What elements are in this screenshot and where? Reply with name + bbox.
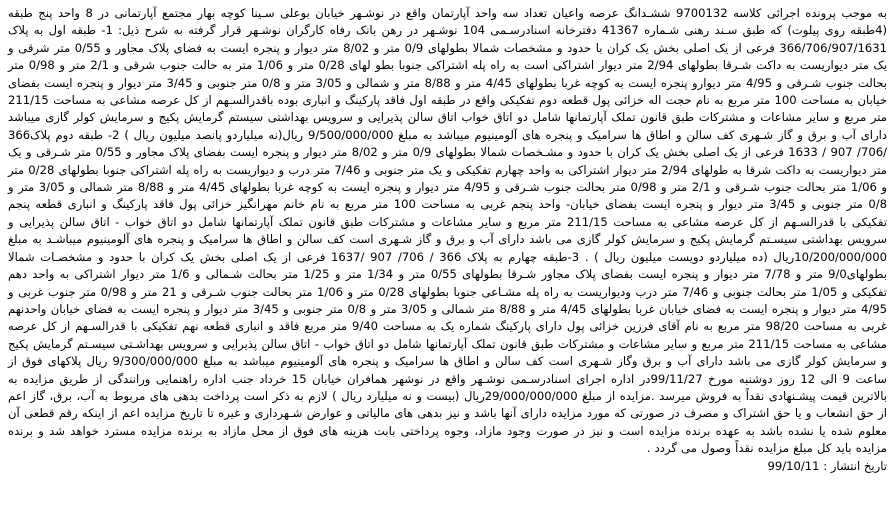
notice-body: به موجب پرونده اجرائی کلاسه 9700132 ششـدانگ عرصه واعیان تعداد سه واحد آپارتمان واقع در نوشـهر خیابان بوعلی سـینا کوچه بهار مجتمع آپارتمانی در 8 واحد پنج طبقه (4طبقه روی پیلوت) که طبق سـند رهنی شـماره 41367 دفترخانه اسنادرسـمی 104 نوشـهر در رهن بانک رفاه کارگران نوشـهر قرار گرفته به شرح ذیل: 1- طبقه اول به پلاک 366/706/907/1631 فرعی از یک اصلی بخش یک کران با حدود و مشخصات شمالا بطولهای 0/9 متر و 8/02 متر دیوار و پنجره ایست به فضای پلاک مجاور و 0/55 متر شرقی و یک متر دیواریست به داکت شـرقا بطولهای 2/94 متر دیوار اشتراکی است به راه پله اشتراکی جنوبا بطو لهای 0/28 متر و 1/06 متر به حالت جنوب شرقی و 2/1 متر و 0/98 متر بحالت جنوب شـرقی و 4/95 متر دیوارو پنجره ایست به کوچه غربا بطولهای 4/45 متر و 8/88 متر و شمالی و 3/05 متر و 0/8 متر جنوبی و 3/45 متر دیوار و پنجره ایست بفضای خیابان به مساحت 100 متر مربع به نام حجت اله خزائی پول قطعه دوم تفکیکی واقع در طبقه اول فاقد پارکینگ و انباری بوده باقدرالسـهم از کل عرصه مشاعی به مساحت 211/15 متر مربع و سایر مشاعات و مشترکات طبق قانون تملک آپارتمانها شامل دو اتاق خواب اتاق سالن پذیرایی و سرویس بهداشتی سیستم گرمایش پکیج و سرمایش کولر گازی میباشد دارای آب و برق و گاز شـهری کف سالن و اطاق ها سرامیک و پنجره های آلومینیوم میباشد به مبلغ 9/500/000/000 ریال(نه میلیاردو پانصد میلیون ریال ) 2- طبقه دوم پلاک366 /706/ 907 / 1633 فرعی از یک اصلی بخش یک کران با حدود و مشـخصات شمالا بطولهای 0/9 متر و 8/02 متر دیوار و پنجره ایست بفضای پلاک مجاور و 0/55 متر شـرقی و یک متر دیواریست به داکت شرقا به طولهای 2/94 متر دیوار اشتراکی به واحد چهارم تفکیکی و یک متر جنوبی و 7/46 متر درب و دیواریست به راه پله اشتراکی جنوبا بطولهای 0/28 متر و 1/06 متر بحالت جنوب شـرقی و 2/1 متر و 0/98 متر بحالت جنوب شـرقی و 4/95 متر دیوار و پنجره ایست به کوچه غربا بطولهای 4/45 متر و 8/88 متر شمالی و 3/05 متر و 0/8 متر جنوبی و 3/45 متر دیوار و پنجره ایست بفضای خیابان- واحد پنجم غربی به مساحت 100 متر مربع به نام خانم مهرانگیز خزائی پول فاقد پارکینگ و انباری قطعه پنجم تفکیکی با قدرالسـهم از کل عرصه مشاعی به مساحت 211/15 متر مربع و سایر مشاعات و مشترکات طبق قانون تملک آپارتمانها شامل دو اتاق خواب - اتاق سالن پذیرایی و سرویس بهداشتی سیسـتم گرمایش پکیج و سرمایش کولر گازی می باشد دارای آب و برق و گاز شـهری است کف سالن و اطاق ها سرامیک و پنجره های آلومینیوم میباشـد به مبلغ 10/200/000/000ریال (ده میلیاردو دویست میلیون ریال ) . 3-طبقه چهارم به پلاک 366 / 706/ 907 /1637 فرعی از یک اصلی بخش یک کران با حدود و مشخصـات شمالا بطولهای9/0 متر و 7/78 متر دیوار و پنجره ایست بفضای پلاک مجاور شـرقا بطولهای 0/55 متر و 1/34 متر و 1/25 متر بحالت شـمالی و 1/6 متر دیوار اشتراکی به واحد دهم تفکیکی و 1/05 متر بحالت جنوبی و 7/46 متر درب ودیواریست به راه پله مشـاعی جنوبا بطولهای 0/28 متر و 1/06 متر بحالت جنوب شـرقی و 21 متر و 0/98 متر جنوب غربی و 4/95 متر دیوار و پنجره ایست به فضای خیابان غربا بطولهای 4/45 متر و 8/88 متر شمالی و 3/05 متر و 0/8 متر جنوبی و 3/45 متر دیوار و پنجره ایست به فضای خیابان واحدنهم غربی به مساحت 98/20 متر مربع به نام آقای فرزین خزائی پول دارای پارکینگ شماره یک به مساحت 9/40 متر مربع فاقد و انباری قطعه نهم تفکیکی با قدرالسـهم از کل عرصه مشاعی به مساحت 211/15 متر مربع و سایر مشاعات و مشترکات طبق قانون تملک آپارتمانها شامل دو اتاق خواب - اتاق سالن پذیرایی و سرویس بهداشـتی سیسـتم گرمایش پکیج و سرمایش کولر گازی می باشد دارای آب و برق وگاز شـهری است کف سالن و اطاق ها سرامیک و پنجره های آلومینیوم میباشد به مبلغ 9/300/000/000 ریال پلاکهای فوق از ساعت 9 الی 12 روز دوشنبه مورخ 99/11/27در اداره اجرای اسنادرسـمی نوشـهر واقع در نوشهر همافران خیابان 15 خرداد جنب اداره راهنمایی ورانندگی از طریق مزایده به بالاترین قیمت پیشـنهادی نقداً به فروش میرسد .مزایده از مبلغ 29/000/000/000ریال (بیست و نه میلیارد ریال ) لازم به ذکر است پرداخت بدهی های مربوط به آب، برق، گاز اعم از حق انشعاب و یا حق اشتراک و مصرف در صورتی که مورد مزایده دارای آنها باشد و نیز بدهی های مالیاتی و عوارض شـهرداری و غیره تا تاریخ مزایده اعم از اینکه رقم قطعی آن معلوم شده یا نشده باشد به عهده برنده مزایده است و نیز در صورت وجود مازاد، وجوه پرداختی بابت هزینه های فوق از محل مازاد به برنده مزایده مسترد خواهد شد و برنده مزایده باید کل مبلغ مزایده نقداً وصول می گردد .	[8, 6, 888, 456]
publication-date: تاریخ انتشار : 99/10/11	[767, 458, 887, 473]
